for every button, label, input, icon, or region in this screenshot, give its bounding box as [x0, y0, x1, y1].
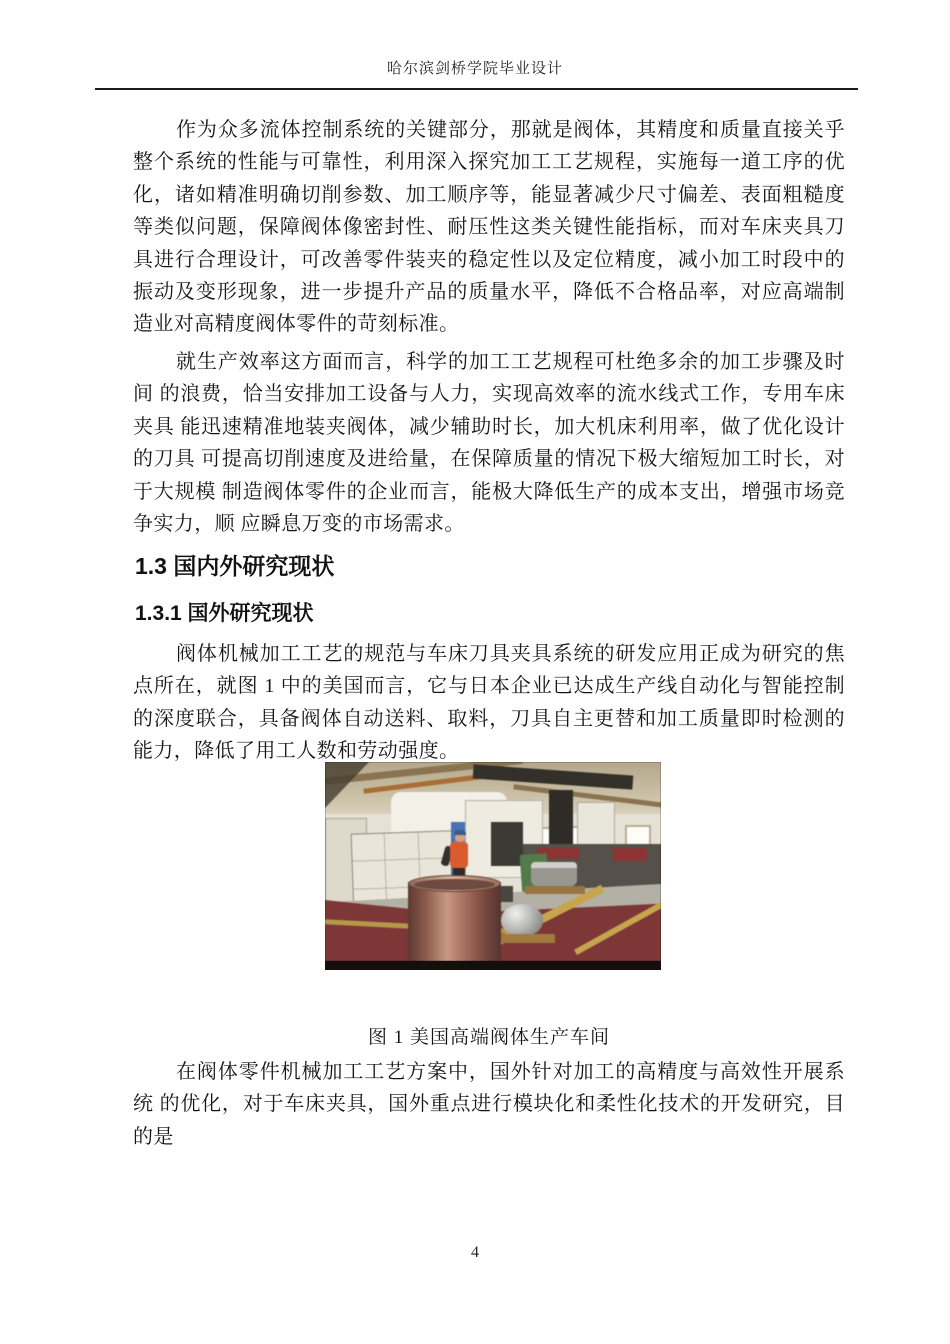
- machine-door: [491, 822, 523, 866]
- section-heading-1-3: 1.3 国内外研究现状: [135, 553, 335, 579]
- worker-safety-vest: [450, 842, 468, 868]
- page-header-title: 哈尔滨剑桥学院毕业设计: [386, 61, 563, 77]
- paragraph-foreign-research: 阀体机械加工工艺的规范与车床刀具夹具系统的研发应用正成为研究的焦点所在，就图 1 中的美国而言，它与日本企业已达成生产线自动化与智能控制的深度联合，具备阀体自动送料、取料，刀具自主更替和加工质量即时检测的能力，降低了用工人数和劳动强度。: [133, 643, 845, 763]
- machine-cabinet: [577, 802, 615, 848]
- wooden-pallet: [525, 886, 585, 894]
- steel-coil: [531, 862, 577, 886]
- section-heading-1-3-1: 1.3.1 国外研究现状: [135, 602, 314, 625]
- wooden-pallet: [493, 934, 555, 943]
- dome-workpiece: [501, 904, 543, 936]
- worker-cap: [454, 830, 466, 835]
- paragraph-valve-quality: 作为众多流体控制系统的关键部分，那就是阀体，其精度和质量直接关乎整个系统的性能与可靠性，利用深入探究加工工艺规程，实施每一道工序的优化，诸如精准明确切削参数、加工顺序等，能显著减少尺寸偏差、表面粗糙度等类似问题，保障阀体像密封性、耐压性这类关键性能指标，而对车床夹具刀具进行合理设计，可改善零件装夹的稳定性以及定位精度，减小加工时段中的振动及变形现象，进一步提升产品的质量水平，降低不合格品率，对应高端制造业对高精度阀体零件的苛刻标准。: [133, 119, 845, 336]
- paragraph-machining-scheme: 在阀体零件机械加工工艺方案中，国外针对加工的高精度与高效性开展系统 的优化，对于车床夹具，国外重点进行模块化和柔性化技术的开发研究，目的是: [133, 1061, 845, 1148]
- figure-1-factory-photo: [325, 762, 661, 970]
- machine-column: [549, 790, 573, 848]
- cylinder-opening: [414, 879, 495, 890]
- header-divider-line: [95, 88, 858, 90]
- copper-cylinder-workpiece: [408, 882, 501, 961]
- page-number: 4: [471, 1244, 479, 1261]
- figure-1-caption: 图 1 美国高端阀体生产车间: [367, 1027, 610, 1048]
- paragraph-production-efficiency: 就生产效率这方面而言，科学的加工工艺规程可杜绝多余的加工步骤及时间 的浪费，恰当安排加工设备与人力，实现高效率的流水线式工作，专用车床夹具 能迅速精准地装夹阀体，减少辅助时长，加大机床利用率，做了优化设计的刀具 可提高切削速度及进给量，在保障质量的情况下极大缩短加工时长，对于大规模 制造阀体零件的企业而言，能极大降低生产的成本支出，增强市场竞争实力，顺 应瞬息万变的市场需求。: [133, 351, 845, 536]
- machine-red-trim: [613, 848, 647, 861]
- factory-scene: [325, 762, 661, 961]
- photo-letterbox-bar: [325, 961, 661, 970]
